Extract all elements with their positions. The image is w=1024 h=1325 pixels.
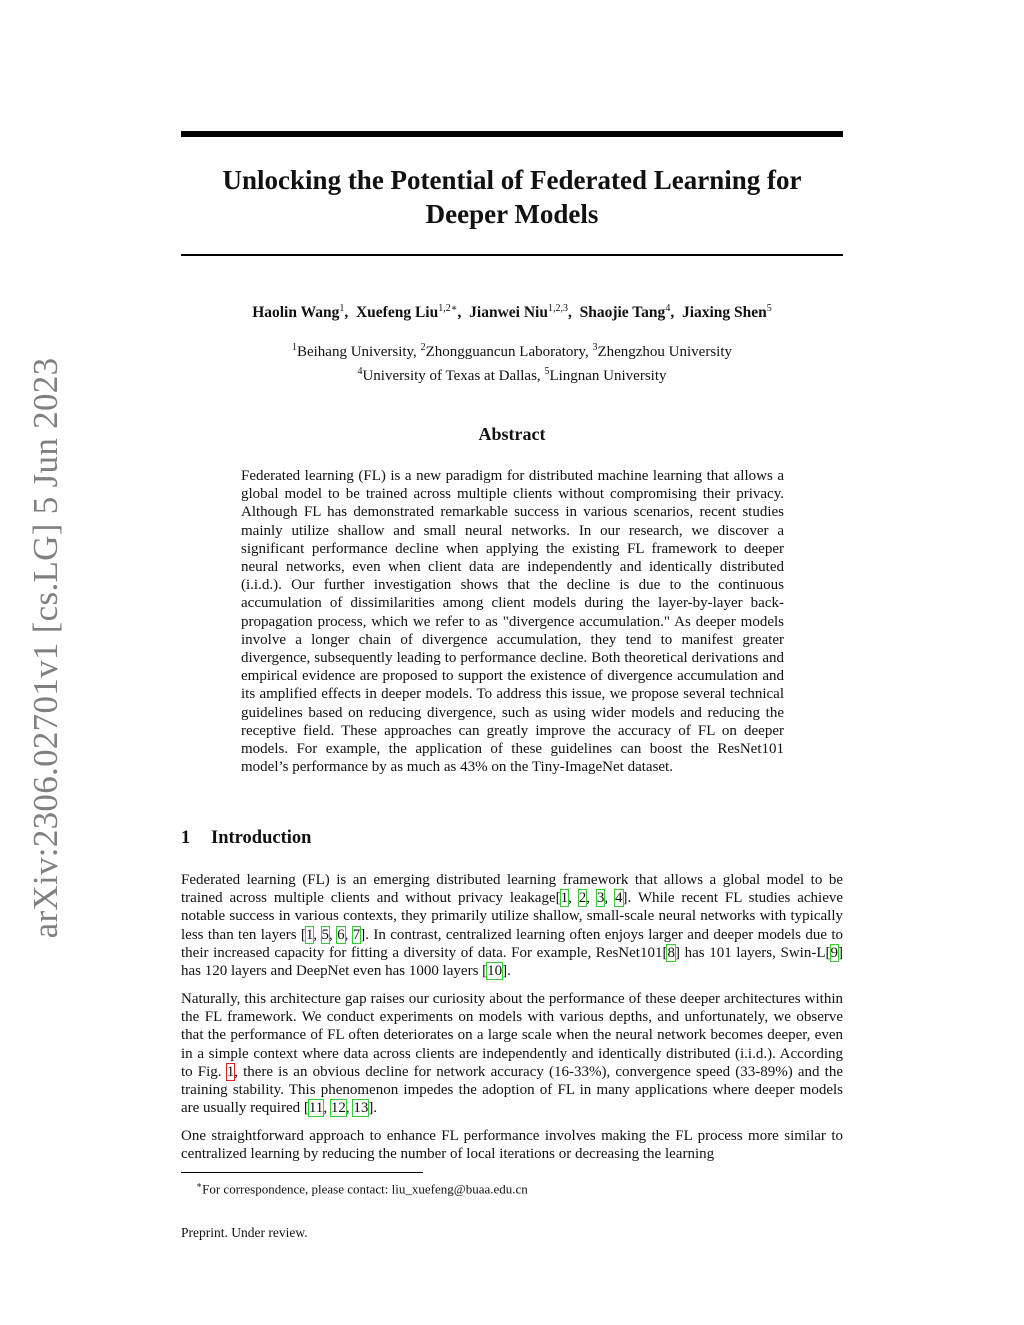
preprint-note: Preprint. Under review. (181, 1225, 308, 1240)
title-line: Unlocking the Potential of Federated Learning for (222, 165, 802, 195)
text-run: ] has 101 layers, Swin-L[ (674, 944, 831, 961)
author-name: Jiaxing Shen (681, 304, 767, 322)
affiliations (181, 338, 843, 386)
section-title: Introduction (211, 828, 312, 848)
author-name: Jianwei Niu (469, 304, 548, 322)
affil-sup: 4 (357, 366, 363, 377)
intro-paragraph-2: Naturally, this architecture gap raises our curiosity about the performance of these deeper architectures within the FL framework. We conduct experiments on models with various depths, and unfortunately, we observe that the performance of FL often deteriorates on a large scale when the neural network becomes deeper, even in a simple context where data across clients are independently and identically distributed (i.i.d.). According to Fig. 1, there is an obvious decline for network accuracy (16-33%), convergence speed (33-89%) and the training stability. This phenomenon impedes the adoption of FL in many applications where deeper models are usually required [11, 12, 13]. (181, 991, 843, 1117)
title-line: Deeper Models (425, 199, 599, 229)
intro-paragraph-1: Federated learning (FL) is an emerging distributed learning framework that allows a global model to be trained across multiple clients and without privacy leakage[1, 2, 3, 4]. While recent FL studies achieve notable success in various contexts, they primarily utilize shallow, small-scale neural networks with typically less than ten layers [1, 5, 6, 7]. In contrast, centralized learning often enjoys larger and deeper models due to their increased capacity for fitting a diversity of data. For example, ResNet101[8] has 101 layers, Swin-L[9] has 120 layers and DeepNet even has 1000 layers [10]. (181, 872, 844, 980)
citation-link[interactable]: 12 (330, 1100, 346, 1117)
citation-link[interactable]: 2 (578, 890, 587, 907)
footnote-rule (181, 1172, 423, 1173)
author-affil-sup: 1,2 (438, 303, 451, 314)
text-run: ]. (368, 1100, 378, 1117)
affiliation: Zhongguancun Laboratory, (425, 344, 593, 360)
citation-link[interactable]: 5 (321, 926, 330, 943)
citation-link[interactable]: 4 (615, 890, 623, 907)
affil-sup: 1 (291, 342, 297, 353)
section-heading (181, 828, 311, 849)
citation-link[interactable]: 9 (830, 944, 838, 961)
abstract-text: Federated learning (FL) is a new paradigm for distributed machine learning that allows a global model to be trained across multiple clients without compromising their privacy. Although FL has demonstrated remarkable success in various scenarios, recent studies mainly utilize shallow and small neural networks. In our research, we discover a significant performance decline when applying the existing FL framework to deeper neural networks, even when client data are independently and identically distributed (i.i.d.). Our further investigation shows that the decline is due to the continuous accumulation of dissimilarities among client models during the layer-by-layer back-propagation process, which we refer to as "divergence accumulation." As deeper models involve a longer chain of divergence accumulation, they tend to manifest greater divergence, subsequently leading to performance decline. Both theoretical derivations and empirical evidence are proposed to support the existence of divergence accumulation and its amplified effects in deeper models. To address this issue, we propose several technical guidelines based on reducing divergence, such as using wider models and reducing the receptive field. These approaches can greatly improve the accuracy of FL on deeper models. For example, the application of these guidelines can boost the ResNet101 model’s performance by as much as 43% on the Tiny-ImageNet dataset. (241, 468, 784, 776)
affil-sup: 3 (592, 342, 598, 353)
affiliation: Beihang University, (296, 344, 421, 360)
author-affil-sup: 1 (339, 303, 345, 314)
citation-link[interactable]: 1 (560, 890, 569, 907)
citation-link[interactable]: 8 (667, 944, 675, 961)
citation-link[interactable]: 13 (353, 1100, 369, 1117)
title-bottom-rule (181, 254, 843, 256)
affil-sup: 2 (420, 342, 426, 353)
intro-paragraph-3: One straightforward approach to enhance FL performance involves making the FL process more similar to centralized learning by reducing the number of local iterations or decreasing the learning (181, 1128, 843, 1163)
affiliation: Zhengzhou University (597, 344, 733, 360)
author-name: Shaojie Tang (579, 304, 666, 322)
citation-link[interactable]: 1 (305, 926, 314, 943)
citation-link[interactable]: 11 (308, 1100, 324, 1117)
footnote-mark: ∗ (196, 1180, 203, 1190)
author-list: Haolin Wang$^1$, Xuefeng Liu$^{1,2∗}$, Jianwei Niu$^{1,2,3}$, Shaojie Tang$^4$, Jiaxing Shen$^5$ (252, 303, 772, 322)
citation-link[interactable]: 6 (337, 926, 345, 943)
author-name: Haolin Wang (252, 304, 340, 322)
author-affil-sup: 5 (766, 303, 772, 314)
author-affil-sup: 4 (665, 303, 671, 314)
text-run: , there is an obvious decline for network accuracy (16-33%), convergence speed (33-89%) and the training stability. This phenomenon impedes the adoption of FL in many applications where deeper models are usually required [ (181, 1063, 843, 1117)
citation-link[interactable]: 3 (596, 890, 605, 907)
citation-link[interactable]: 7 (352, 926, 361, 943)
arxiv-stamp: arXiv:2306.02701v1 [cs.LG] 5 Jun 2023 (26, 357, 65, 939)
abstract-heading: Abstract (478, 424, 546, 444)
affiliation-line (181, 338, 843, 362)
affiliation: University of Texas at Dallas, (362, 368, 545, 384)
affiliation: Lingnan University (549, 368, 667, 384)
affil-sup: 5 (544, 366, 550, 377)
author-affil-sup: 1,2,3 (547, 303, 568, 314)
author-corresponding-mark: ∗ (450, 303, 458, 314)
text-run: Federated learning (FL) is an emerging distributed learning framework that allows a global model to be trained across multiple clients and without privacy leakage[ (181, 872, 843, 907)
footnote (196, 1177, 528, 1197)
section-number: 1 (181, 828, 191, 848)
text-run: ]. (502, 963, 511, 980)
text-run: ]. In contrast, centralized learning often enjoys larger and deeper models due to their increased capacity for fitting a diversity of data. For example, ResNet101[ (181, 926, 844, 961)
figure-link[interactable]: 1 (226, 1063, 235, 1080)
title-top-rule (181, 131, 843, 137)
author-name: Xuefeng Liu (355, 304, 439, 322)
footnote-text: For correspondence, please contact: liu_xuefeng@buaa.edu.cn (202, 1181, 528, 1197)
text-run: ] has 120 layers and DeepNet even has 1000 layers [ (181, 944, 843, 980)
text-run: Naturally, this architecture gap raises our curiosity about the performance of these deeper architectures within the FL framework. We conduct experiments on models with various depths, and unfortunately, we observe that the performance of FL often deteriorates on a large scale when the neural network becomes deeper, even in a simple context where data across clients are independently and identically distributed (i.i.d.). According to Fig. (181, 991, 843, 1080)
citation-link[interactable]: 10 (487, 963, 503, 980)
affiliation-line (181, 362, 843, 386)
paper-title (181, 163, 843, 231)
text-run: ]. While recent FL studies achieve notable success in various contexts, they primarily utilize shallow, small-scale neural networks with typically less than ten layers [ (181, 890, 844, 943)
